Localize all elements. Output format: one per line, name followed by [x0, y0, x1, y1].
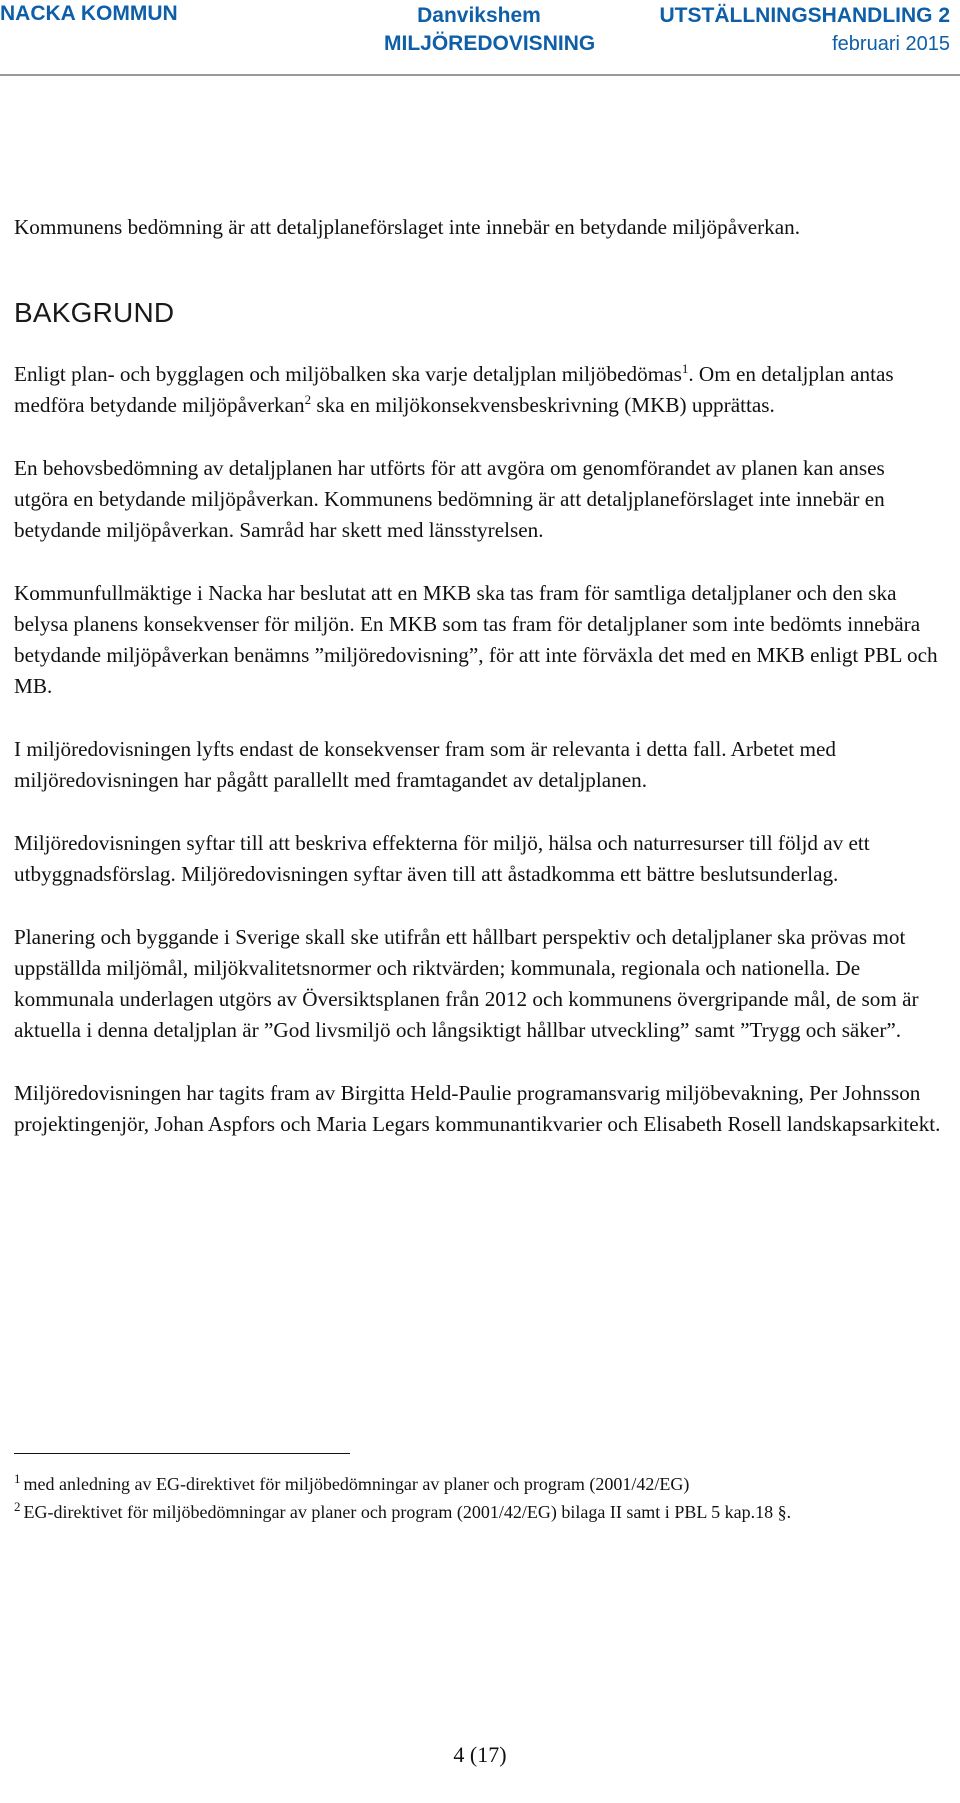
header-divider [0, 74, 960, 76]
header-date: februari 2015 [832, 33, 950, 55]
footnote-text: EG-direktivet för miljöbedömningar av planer och program (2001/42/EG) bilaga II samt i PBL 5 kap.18 §. [23, 1502, 792, 1522]
page-header [0, 0, 960, 75]
paragraph-planning-goals: Planering och byggande i Sverige skall ske utifrån ett hållbart perspektiv och detaljplaner ska prövas mot uppställda miljömål, miljökvalitetsnormer och riktvärden; kommunala, regionala och nationella. De kommunala underlagen utgörs av Översiktsplanen från 2012 och kommunens övergripande mål, de som är aktuella i denna detaljplan är ”God livsmiljö och långsiktigt hållbar utveckling” samt ”Trygg och säker”. [14, 925, 919, 1042]
footnote-separator [14, 1453, 350, 1454]
header-document-type: MILJÖREDOVISNING [384, 32, 596, 55]
paragraph-legal-basis-part-a: Enligt plan- och bygglagen och miljöbalken ska varje detaljplan miljöbedömas [14, 362, 682, 386]
section-heading-bakgrund: BAKGRUND [14, 297, 175, 328]
footnote-text: med anledning av EG-direktivet för miljöbedömningar av planer och program (2001/42/EG) [23, 1474, 690, 1494]
footnote-2 [14, 1498, 944, 1526]
paragraph-authors: Miljöredovisningen har tagits fram av Birgitta Held-Paulie programansvarig miljöbevakning, Per Johnsson projektingenjör, Johan Aspfors och Maria Legars kommunantikvarier och Elisabeth Rosell landskapsarkitekt. [14, 1081, 941, 1136]
paragraph-relevant-consequences: I miljöredovisningen lyfts endast de konsekvenser fram som är relevanta i detta fall. Arbetet med miljöredovisningen har pågått parallellt med framtagandet av detaljplanen. [14, 737, 836, 792]
paragraph-council-decision: Kommunfullmäktige i Nacka har beslutat att en MKB ska tas fram för samtliga detaljplaner och den ska belysa planens konsekvenser för miljön. En MKB som tas fram för detaljplaner som inte bedömts innebära betydande miljöpåverkan benämns ”miljöredovisning”, för att inte förväxla det med en MKB enligt PBL och MB. [14, 581, 938, 698]
footnote-ref-2: 2 [304, 391, 312, 407]
footnote-1 [14, 1470, 944, 1498]
header-status-block [660, 2, 951, 58]
paragraph-legal-basis [14, 359, 944, 421]
header-organization: NACKA KOMMUN [0, 2, 178, 25]
header-status: UTSTÄLLNINGSHANDLING 2 [659, 4, 950, 27]
header-project: Danvikshem [417, 4, 541, 27]
page-number: 4 (17) [453, 1742, 507, 1767]
paragraph-legal-basis-part-c: ska en miljökonsekvensbeskrivning (MKB) upprättas. [311, 393, 775, 417]
paragraph-legal-basis-part-b: . Om en detaljplan antas medföra betydande miljöpåverkan [14, 362, 894, 417]
footnote-number: 2 [14, 1499, 21, 1514]
paragraph-purpose: Miljöredovisningen syftar till att beskriva effekterna för miljö, hälsa och naturresurser till följd av ett utbyggnadsförslag. Miljöredovisningen syftar även till att åstadkomma ett bättre beslutsunderlag. [14, 831, 870, 886]
footnote-ref-1: 1 [681, 360, 689, 376]
document-body [14, 212, 944, 1172]
intro-paragraph: Kommunens bedömning är att detaljplaneförslaget inte innebär en betydande miljöpåverkan. [14, 215, 801, 239]
footnotes [14, 1470, 944, 1526]
footnote-number: 1 [14, 1471, 21, 1486]
paragraph-needs-assessment: En behovsbedömning av detaljplanen har utförts för att avgöra om genomförandet av planen kan anses utgöra en betydande miljöpåverkan. Kommunens bedömning är att detaljplaneförslaget inte innebär en betydande miljöpåverkan. Samråd har skett med länsstyrelsen. [14, 456, 885, 542]
header-project-block [384, 2, 596, 58]
